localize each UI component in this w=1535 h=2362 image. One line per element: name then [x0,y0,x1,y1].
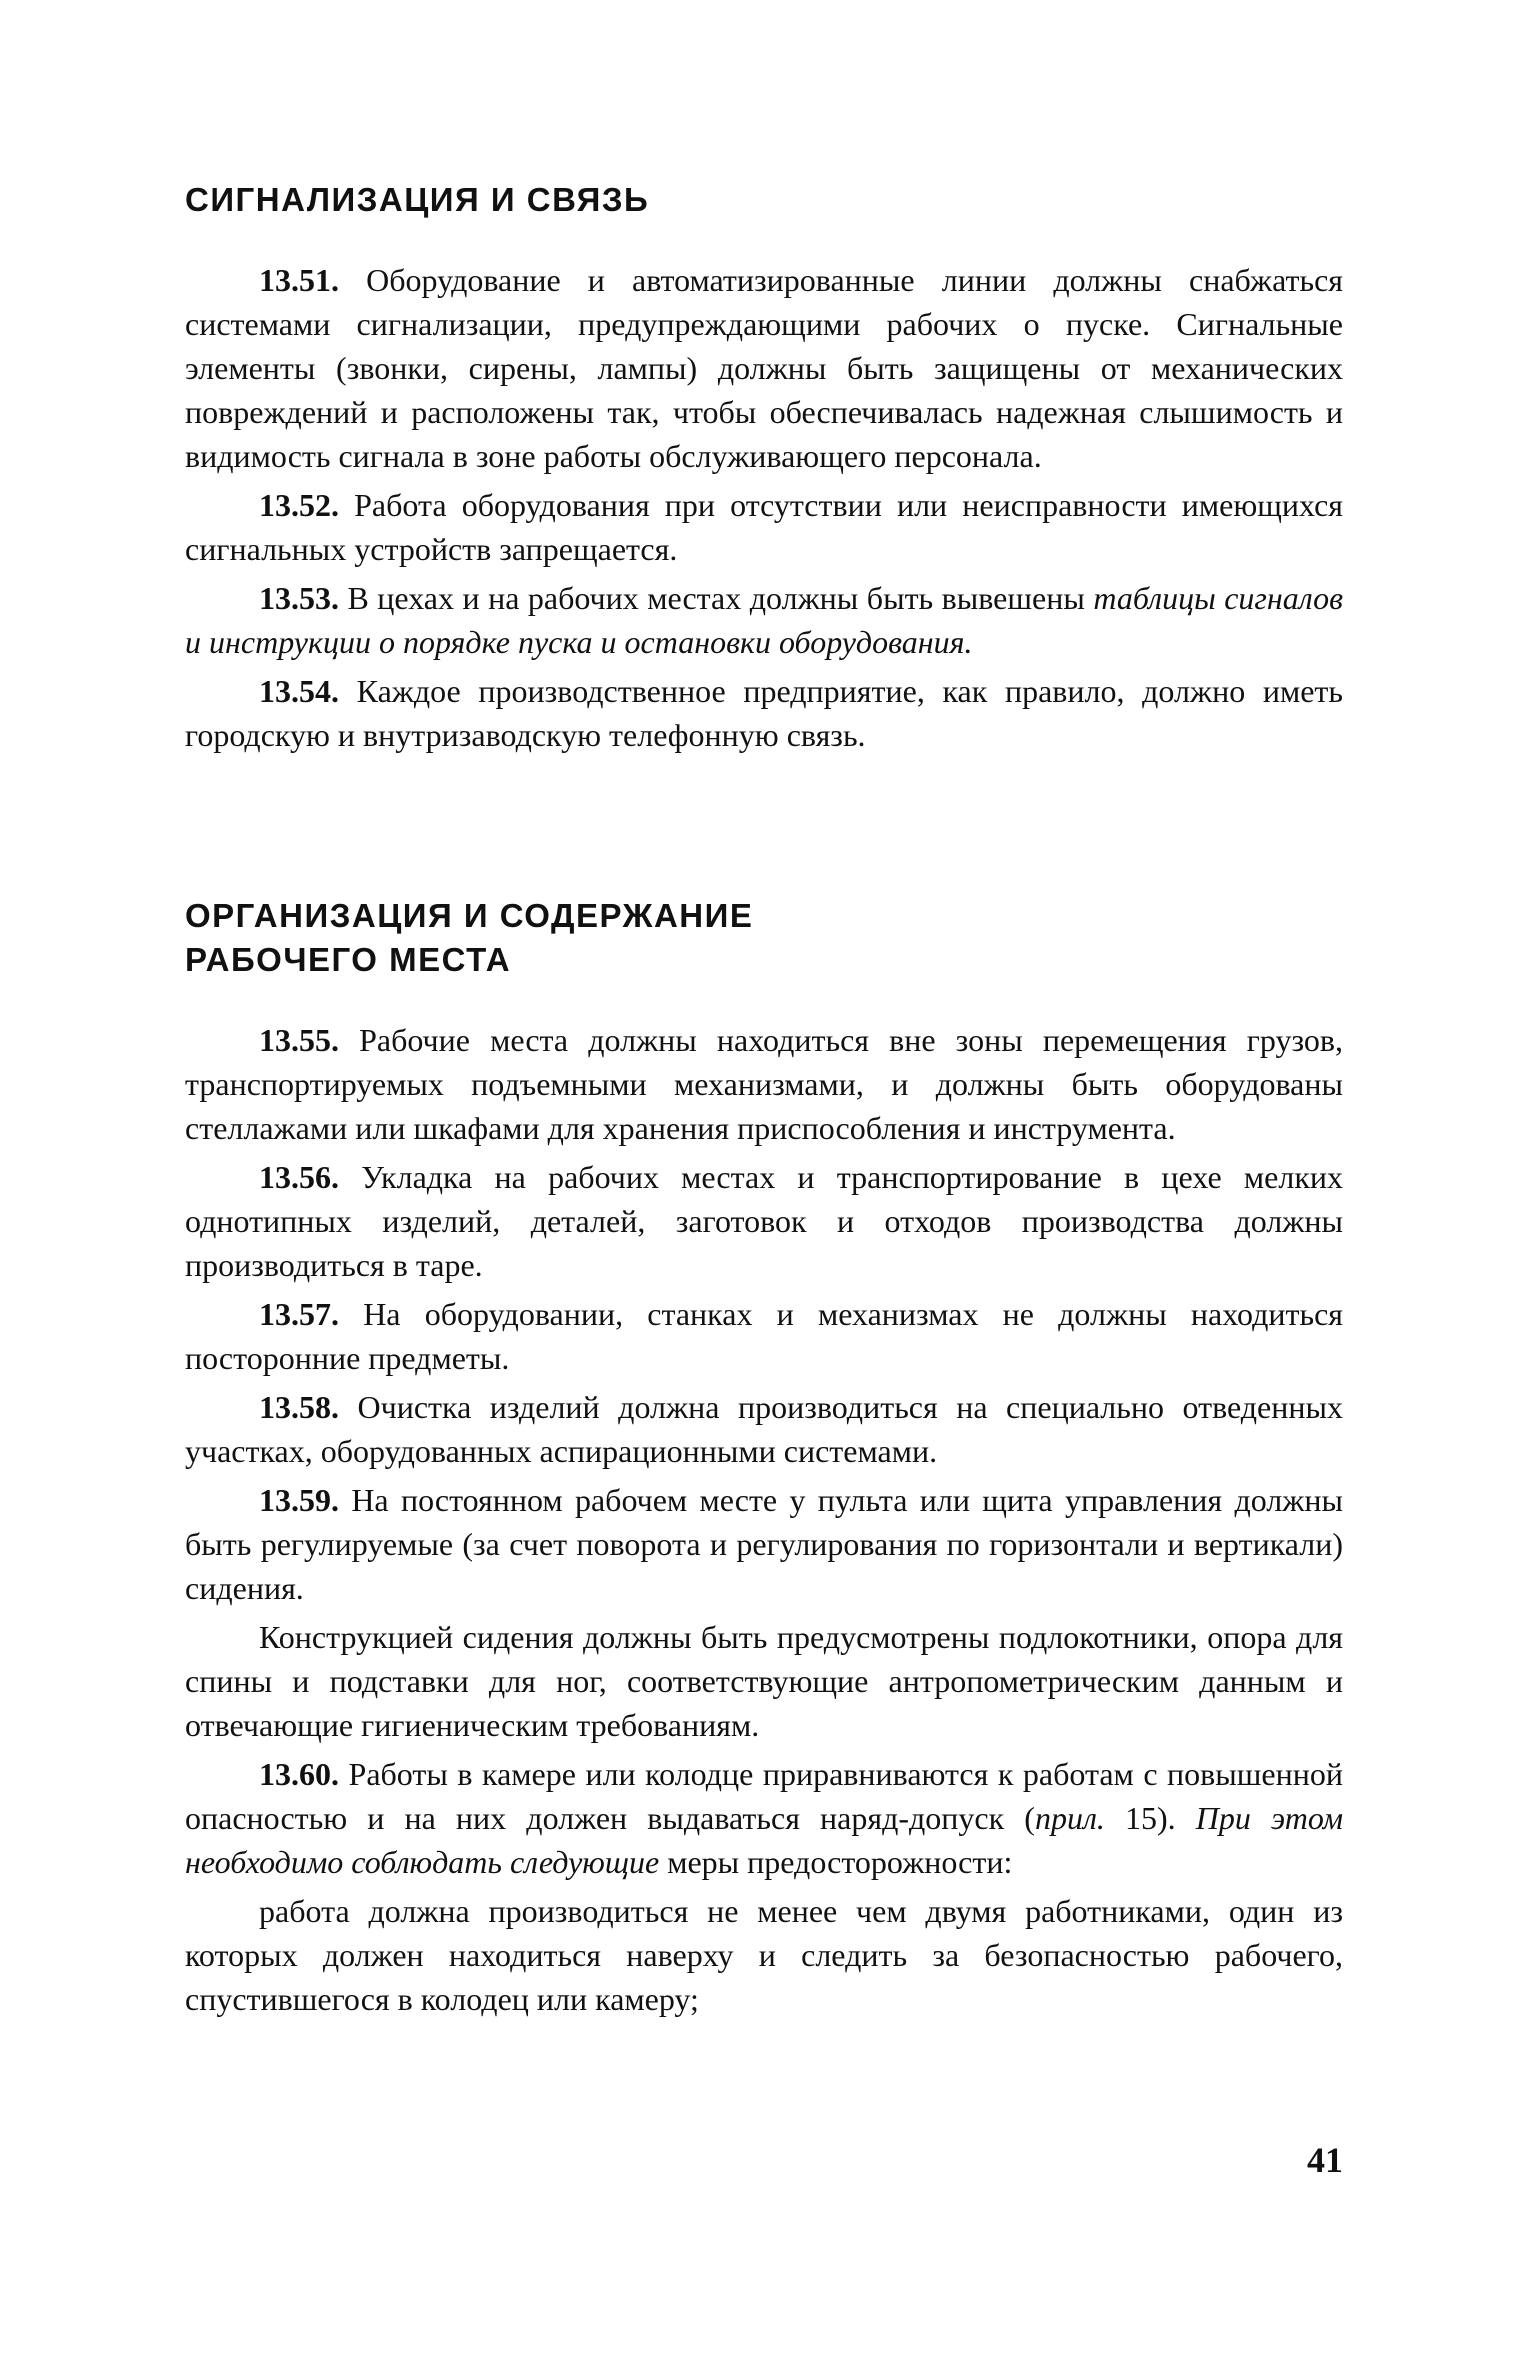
paragraph-number: 13.53. [259,580,339,616]
paragraph-number: 13.58. [259,1389,339,1425]
paragraph-number: 13.59. [259,1482,339,1518]
paragraph-text: меры предосторожности: [659,1844,1013,1880]
paragraph-number: 13.57. [259,1296,339,1332]
paragraph-13-60 [185,1752,1343,1884]
signaling-section-body [185,258,1343,762]
paragraph-text: Укладка на рабочих местах и транспортирование в цехе мелких однотипных изделий, деталей, заготовок и отходов производства должны производиться в таре. [185,1159,1343,1283]
paragraph-number: 13.54. [259,673,339,709]
paragraph-text: В цехах и на рабочих местах должны быть вывешены [339,580,1094,616]
paragraph-italic-text: таблицы сигналов и инструкции о порядке пуска и остановки оборудования. [185,580,1344,660]
paragraph-13-56 [185,1155,1343,1287]
paragraph-text: Рабочие места должны находиться вне зоны перемещения грузов, транспортируемых подъемными механизмами, и должны быть оборудованы стеллажами или шкафами для хранения приспособления и инструмента. [185,1022,1343,1146]
document-page [185,0,1343,2362]
paragraph-13-53 [185,576,1343,664]
appendix-reference: прил. [1034,1800,1105,1836]
paragraph-13-55 [185,1018,1343,1150]
paragraph-13-51 [185,258,1343,478]
paragraph-number: 13.56. [259,1159,339,1195]
paragraph-13-57 [185,1292,1343,1380]
paragraph-13-52 [185,483,1343,571]
page-number: 41 [1307,2140,1343,2180]
paragraph-text: Работа оборудования при отсутствии или неисправности имеющихся сигнальных устройств запрещается. [185,487,1343,567]
paragraph-13-54 [185,669,1343,757]
paragraph-text: Каждое производственное предприятие, как правило, должно иметь городскую и внутризаводскую телефонную связь. [185,673,1343,753]
paragraph-precaution-item: работа должна производиться не менее чем двумя работниками, один из которых должен находиться наверху и следить за безопасностью рабочего, спустившегося в колодец или камеру; [185,1893,1343,2017]
paragraph-italic-text: При этом необходимо соблюдать следующие [185,1800,1344,1880]
paragraph-text: На постоянном рабочем месте у пульта или щита управления должны быть регулируемые (за счет поворота и регулирования по горизонтали и вертикали) сидения. [185,1482,1343,1606]
paragraph-text: Очистка изделий должна производиться на специально отведенных участках, оборудованных аспирационными системами. [185,1389,1343,1469]
paragraph-13-59 [185,1478,1343,1610]
paragraph-seat-design: Конструкцией сидения должны быть предусмотрены подлокотники, опора для спины и подставки для ног, соответствующие антропометрическим данным и отвечающие гигиеническим требованиям. [185,1619,1343,1743]
paragraph-text: 15). [1104,1800,1196,1836]
paragraph-number: 13.51. [259,262,339,298]
workplace-section-body [185,1018,1343,2026]
paragraph-text: Работы в камере или колодце приравниваются к работам с повышенной опасностью и на них должен выдаваться наряд-допуск ( [185,1756,1343,1836]
section-heading-workplace [185,894,753,982]
heading-line-1: ОРГАНИЗАЦИЯ И СОДЕРЖАНИЕ [185,897,754,934]
paragraph-text: На оборудовании, станках и механизмах не должны находиться посторонние предметы. [185,1296,1343,1376]
heading-line-2: РАБОЧЕГО МЕСТА [185,941,512,978]
paragraph-text: Оборудование и автоматизированные линии должны снабжаться системами сигнализации, предупреждающими рабочих о пуске. Сигнальные элементы (звонки, сирены, лампы) должны быть защищены от механических повреждений и расположены так, чтобы обеспечивалась надежная слышимость и видимость сигнала в зоне работы обслуживающего персонала. [185,262,1343,474]
section-heading-signaling: СИГНАЛИЗАЦИЯ И СВЯЗЬ [185,181,650,218]
paragraph-number: 13.60. [259,1756,339,1792]
paragraph-number: 13.52. [259,487,339,523]
paragraph-13-58 [185,1385,1343,1473]
paragraph-number: 13.55. [259,1022,339,1058]
